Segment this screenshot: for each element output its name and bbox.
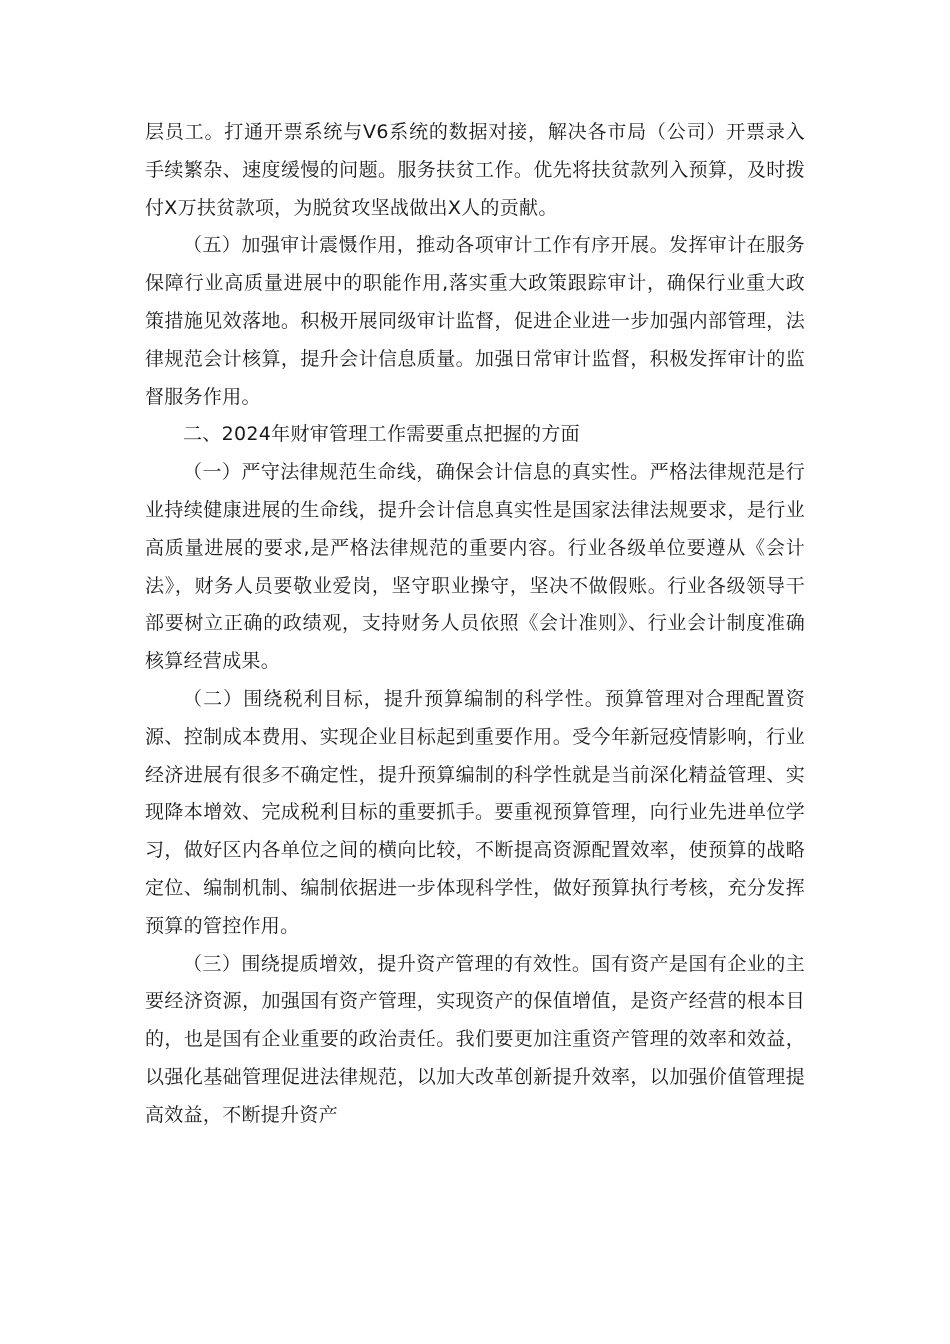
paragraph-asset-management: （三）围绕提质增效，提升资产管理的有效性。国有资产是国有企业的主要经济资源，加强国有资产管理，实现资产的保值增值，是资产经营的根本目的，也是国有企业重要的政治责任。我们要更加注重资产管理的效率和效益，以强化基础管理促进法律规范，以加大改革创新提升效率，以加强价值管理提高效益，不断提升资产 <box>145 952 805 1126</box>
paragraph-budget: （二）围绕税利目标，提升预算编制的科学性。预算管理对合理配置资源、控制成本费用、实现企业目标起到重要作用。受今年新冠疫情影响，行业经济进展有很多不确定性，提升预算编制的科学性就是当前深化精益管理、实现降本增效、完成税利目标的重要抓手。要重视预算管理，向行业先进单位学习，做好区内各单位之间的横向比较，不断提高资源配置效率，使预算的战略定位、编制机制、编制依据进一步体现科学性，做好预算执行考核，充分发挥预算的管控作用。 <box>145 687 805 937</box>
paragraph-continuation: 层员工。打通开票系统与V6系统的数据对接，解决各市局（公司）开票录入手续繁杂、速度缓慢的问题。服务扶贫工作。优先将扶贫款列入预算，及时拨付X万扶贫款项，为脱贫攻坚战做出X人的贡献。 <box>145 121 805 219</box>
paragraph-compliance: （一）严守法律规范生命线，确保会计信息的真实性。严格法律规范是行业持续健康进展的生命线，提升会计信息真实性是国家法律法规要求，是行业高质量进展的要求,是严格法律规范的重要内容。行业各级单位要遵从《会计法》，财务人员要敬业爱岗，坚守职业操守，坚决不做假账。行业各级领导干部要树立正确的政绩观，支持财务人员依照《会计准则》、行业会计制度准确核算经营成果。 <box>145 461 805 673</box>
paragraph-audit-section: （五）加强审计震慑作用，推动各项审计工作有序开展。发挥审计在服务保障行业高质量进展中的职能作用,落实重大政策跟踪审计，确保行业重大政策措施见效落地。积极开展同级审计监督，促进企业进一步加强内部管理，法律规范会计核算，提升会计信息质量。加强日常审计监督，积极发挥审计的监督服务作用。 <box>145 234 805 408</box>
document-body <box>145 114 805 1135</box>
section-heading: 二、2024年财审管理工作需要重点把握的方面 <box>183 423 580 446</box>
